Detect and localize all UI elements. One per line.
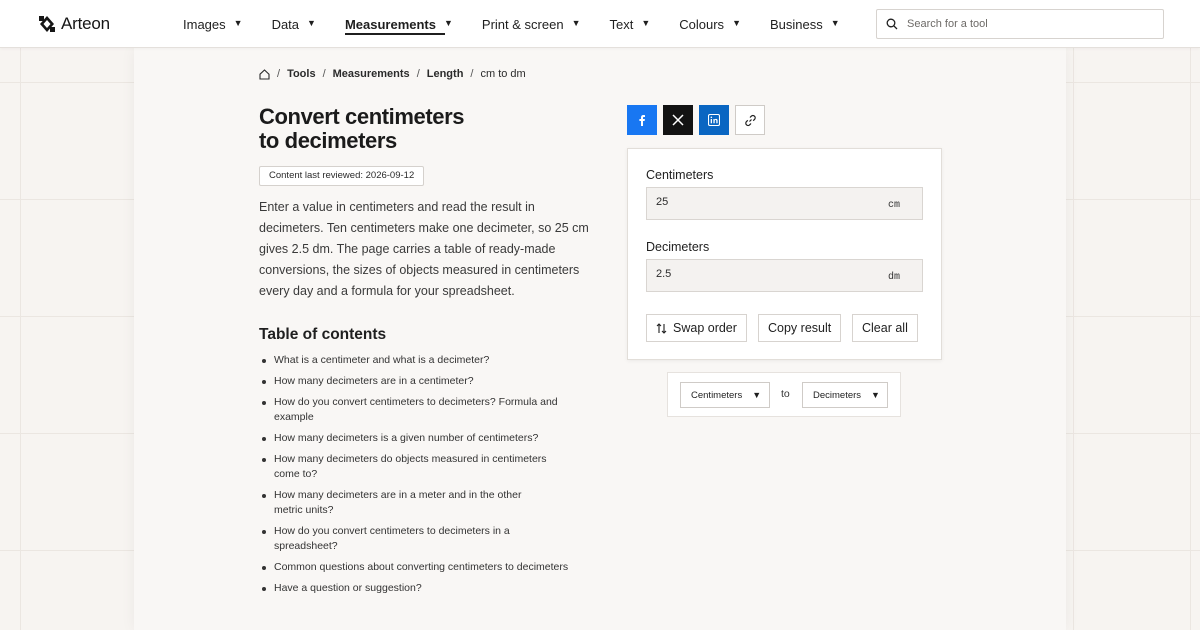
facebook-icon (636, 114, 648, 126)
logo-icon (39, 16, 55, 32)
swap-order-label: Swap order (673, 321, 737, 335)
decimeters-field (646, 259, 923, 292)
toc-title: Table of contents (259, 326, 387, 343)
centimeters-field (646, 187, 923, 220)
toc-list (259, 353, 599, 602)
decimeters-unit: dm (887, 272, 900, 283)
toc-item[interactable]: Common questions about converting centimeters to decimeters (259, 560, 599, 575)
page-title-line2: to decimeters (259, 128, 397, 153)
link-icon (744, 114, 757, 127)
to-connector: to (781, 388, 790, 400)
nav-business[interactable] (770, 0, 840, 48)
caret-down-icon: ▼ (571, 18, 581, 28)
toc-item[interactable]: How do you convert centimeters to decimeters? Formula and example (259, 395, 559, 425)
breadcrumb-separator: / (416, 68, 420, 80)
share-buttons (627, 105, 765, 135)
breadcrumb-separator: / (277, 68, 281, 80)
decimeters-input[interactable] (656, 268, 856, 280)
breadcrumb-length[interactable]: Length (426, 68, 464, 80)
nav-label: Measurements (344, 16, 436, 32)
linkedin-icon (708, 114, 720, 126)
from-unit-value: Centimeters (691, 389, 743, 401)
centimeters-input[interactable] (656, 196, 856, 208)
from-unit-select[interactable] (680, 382, 770, 408)
clear-all-button[interactable] (852, 314, 918, 342)
to-unit-select[interactable] (802, 382, 888, 408)
toc-item[interactable]: How do you convert centimeters to decimeters in a spreadsheet? (259, 524, 529, 554)
breadcrumb (259, 68, 526, 80)
caret-down-icon: ▼ (871, 390, 880, 400)
breadcrumb-measurements[interactable]: Measurements (332, 68, 410, 80)
swap-order-button[interactable] (646, 314, 747, 342)
centimeters-unit: cm (887, 200, 900, 211)
share-facebook-button[interactable] (627, 105, 657, 135)
x-icon (672, 114, 684, 126)
toc-item[interactable]: Have a question or suggestion? (259, 581, 599, 596)
home-icon[interactable] (259, 69, 270, 80)
caret-down-icon: ▼ (732, 18, 741, 28)
toc-item[interactable]: How many decimeters is a given number of centimeters? (259, 431, 599, 446)
to-unit-value: Decimeters (813, 389, 862, 401)
logo-text: Arteon (61, 14, 110, 33)
nav-print-screen[interactable] (482, 0, 581, 48)
page-title (259, 105, 519, 153)
toc-item[interactable]: How many decimeters are in a centimeter? (259, 374, 599, 389)
main-content (134, 48, 1066, 630)
caret-down-icon: ▼ (307, 18, 316, 28)
caret-down-icon: ▼ (752, 390, 762, 400)
unit-select-row (667, 372, 901, 417)
reviewed-badge: Content last reviewed: 2026-09-12 (259, 166, 424, 186)
search-icon (886, 18, 898, 30)
converter-panel (627, 148, 942, 360)
search-box (876, 9, 1164, 39)
page-title-line1: Convert centimeters (259, 104, 465, 129)
nav-colours[interactable] (679, 0, 741, 48)
search-input[interactable] (907, 18, 1137, 30)
main-nav (183, 0, 869, 48)
nav-text[interactable] (610, 0, 651, 48)
copy-result-button[interactable] (758, 314, 841, 342)
breadcrumb-current: cm to dm (480, 68, 526, 80)
nav-label: Data (271, 16, 300, 32)
copy-link-button[interactable] (735, 105, 765, 135)
nav-images[interactable] (183, 0, 243, 48)
intro-paragraph: Enter a value in centimeters and read the result in decimeters. Ten centimeters make one decimeter, so 25 cm gives 2.5 dm. The page carries a table of ready-made conversions, the sizes of objects measured in centimeters every day and a formula for your spreadsheet. (259, 200, 589, 298)
clear-all-label: Clear all (862, 321, 908, 335)
share-x-button[interactable] (663, 105, 693, 135)
swap-icon (656, 323, 667, 334)
breadcrumb-separator: / (470, 68, 474, 80)
share-linkedin-button[interactable] (699, 105, 729, 135)
toc-item[interactable]: What is a centimeter and what is a decimeter? (259, 353, 599, 368)
breadcrumb-separator: / (322, 68, 326, 80)
toc-item[interactable]: How many decimeters are in a meter and in the other metric units? (259, 488, 549, 518)
decimeters-label: Decimeters (646, 240, 710, 254)
toc-item[interactable]: How many decimeters do objects measured in centimeters come to? (259, 452, 574, 482)
nav-label: Images (183, 16, 226, 32)
nav-label: Print & screen (481, 16, 564, 32)
nav-label: Text (609, 16, 634, 32)
centimeters-label: Centimeters (646, 168, 714, 182)
breadcrumb-tools[interactable]: Tools (287, 68, 316, 80)
nav-label: Business (769, 16, 823, 32)
nav-measurements[interactable] (345, 0, 453, 48)
copy-result-label: Copy result (768, 321, 832, 335)
caret-down-icon: ▼ (444, 18, 453, 28)
nav-label: Colours (679, 16, 725, 32)
caret-down-icon: ▼ (830, 18, 840, 28)
logo[interactable] (39, 14, 110, 34)
caret-down-icon: ▼ (641, 18, 651, 28)
caret-down-icon: ▼ (233, 18, 243, 28)
nav-data[interactable] (272, 0, 316, 48)
site-header (0, 0, 1200, 48)
